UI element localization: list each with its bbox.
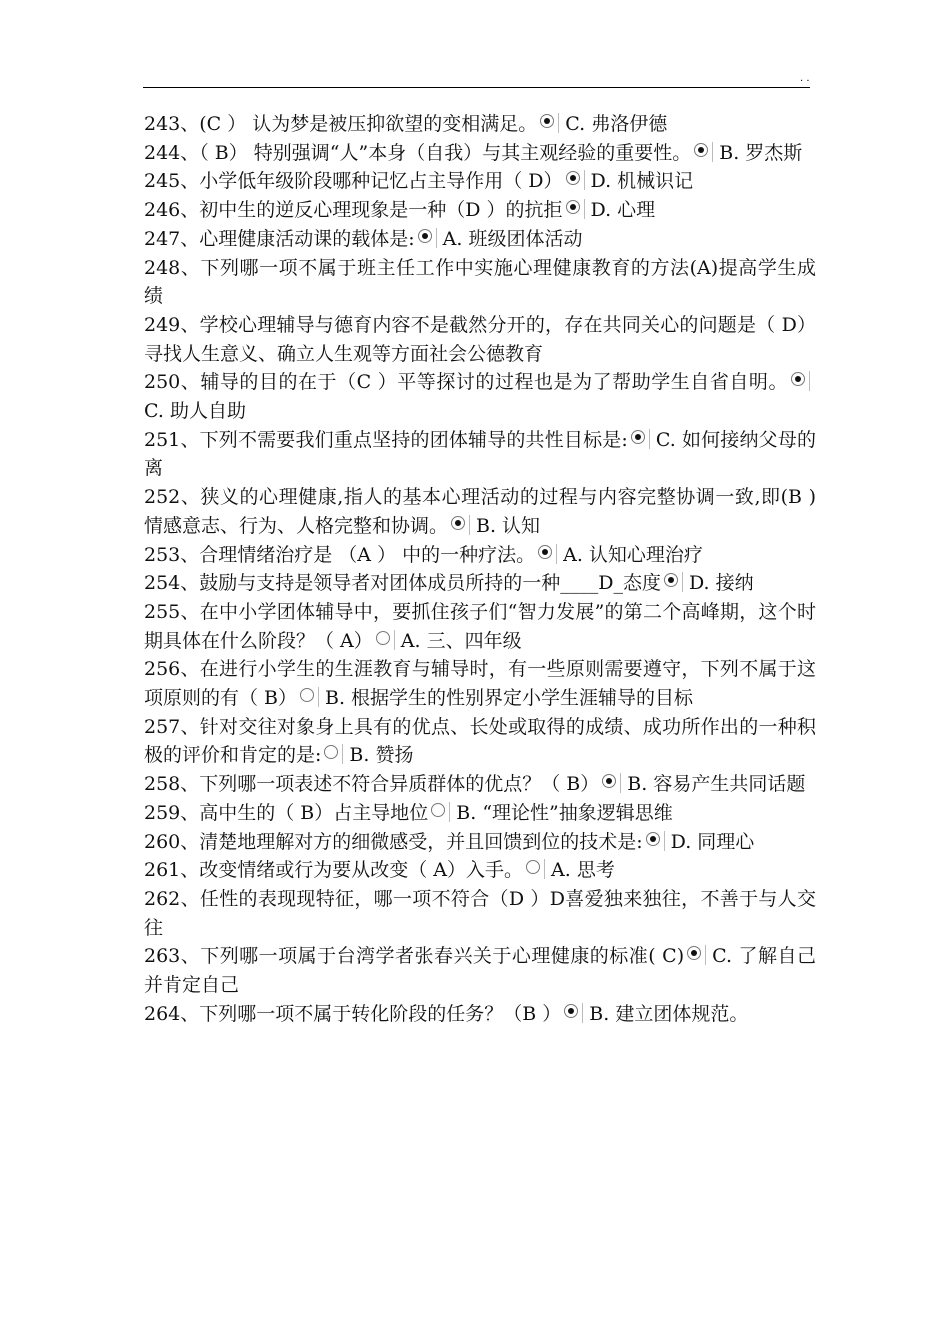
question-stem: 247、心理健康活动课的载体是:	[144, 227, 415, 250]
question-stem: 248、下列哪一项不属于班主任工作中实施心理健康教育的方法(A)提高学生成绩	[144, 256, 816, 308]
radio-selected-icon[interactable]	[602, 774, 616, 788]
field-divider	[556, 544, 557, 564]
header-rule	[143, 87, 810, 88]
question-stem: 261、改变情绪或行为要从改变（ A）入手。	[144, 859, 524, 882]
question-item	[144, 569, 816, 598]
question-stem: 249、学校心理辅导与德育内容不是截然分开的，存在共同关心的问题是（ D）寻找人生意义、确立人生观等方面社会公德教育	[144, 313, 816, 365]
field-divider	[558, 113, 559, 133]
answer-option[interactable]: A. 思考	[551, 859, 615, 882]
radio-selected-icon[interactable]	[564, 1004, 578, 1018]
question-item	[144, 942, 816, 999]
question-stem: 264、下列哪一项不属于转化阶段的任务？（B ）	[144, 1002, 562, 1025]
question-stem: 245、小学低年级阶段哪种记忆占主导作用（ D）	[144, 170, 563, 193]
field-divider	[544, 859, 545, 879]
field-divider	[682, 572, 683, 592]
field-divider	[649, 429, 650, 449]
question-item	[144, 483, 816, 540]
answer-option[interactable]: C. 如何接纳父母的离	[144, 428, 816, 480]
question-stem: 244、（ B） 特别强调“人”本身（自我）与其主观经验的重要性。	[144, 141, 692, 164]
question-stem: 253、合理情绪治疗是 （A ） 中的一种疗法。	[144, 543, 536, 566]
question-item	[144, 770, 816, 799]
question-item	[144, 225, 816, 254]
question-stem: 254、鼓励与支持是领导者对团体成员所持的一种____D_态度	[144, 572, 661, 595]
answer-option[interactable]: D. 接纳	[689, 572, 754, 595]
question-item	[144, 139, 816, 168]
field-divider	[584, 170, 585, 190]
question-item	[144, 368, 816, 425]
field-divider	[394, 630, 395, 650]
field-divider	[705, 945, 706, 965]
question-stem: 259、高中生的（ B）占主导地位	[144, 801, 429, 824]
question-stem: 262、任性的表现现特征，哪一项不符合（D ）D喜爱独来独往，不善于与人交往	[144, 887, 816, 939]
answer-option[interactable]: C. 了解自己并肯定自己	[144, 945, 816, 997]
field-divider	[620, 773, 621, 793]
radio-selected-icon[interactable]	[694, 143, 708, 157]
field-divider	[469, 515, 470, 535]
answer-option[interactable]: A. 班级团体活动	[442, 227, 583, 250]
question-item	[144, 167, 816, 196]
answer-option[interactable]: C. 助人自助	[144, 400, 246, 423]
field-divider	[318, 687, 319, 707]
radio-unselected-icon[interactable]	[526, 860, 540, 874]
field-divider	[584, 199, 585, 219]
answer-option[interactable]: B. 容易产生共同话题	[627, 773, 806, 796]
question-item	[144, 655, 816, 712]
radio-selected-icon[interactable]	[646, 832, 660, 846]
question-stem: 243、(C ） 认为梦是被压抑欲望的变相满足。	[144, 113, 538, 135]
radio-selected-icon[interactable]	[538, 545, 552, 559]
field-divider	[449, 802, 450, 822]
radio-selected-icon[interactable]	[451, 516, 465, 530]
answer-option[interactable]: D. 心理	[590, 199, 656, 222]
question-item	[144, 1000, 816, 1029]
answer-option[interactable]: D. 同理心	[670, 830, 755, 853]
field-divider	[664, 831, 665, 851]
field-divider	[342, 744, 343, 764]
question-item	[144, 598, 816, 655]
question-item	[144, 828, 816, 857]
radio-selected-icon[interactable]	[566, 200, 580, 214]
answer-option[interactable]: B. 罗杰斯	[719, 141, 803, 164]
question-item	[144, 254, 816, 311]
answer-option[interactable]: B. 建立团体规范。	[589, 1002, 749, 1025]
question-item	[144, 713, 816, 770]
radio-selected-icon[interactable]	[631, 430, 645, 444]
answer-option[interactable]: B. “理论性”抽象逻辑思维	[456, 801, 673, 824]
field-divider	[436, 228, 437, 248]
question-stem: 260、清楚地理解对方的细微感受，并且回馈到位的技术是:	[144, 830, 643, 853]
question-stem: 252、狭义的心理健康,指人的基本心理活动的过程与内容完整协调一致,即(B )情感意志、行为、人格完整和协调。	[144, 486, 816, 537]
radio-selected-icon[interactable]	[540, 114, 554, 128]
radio-unselected-icon[interactable]	[431, 803, 445, 817]
question-item	[144, 196, 816, 225]
radio-selected-icon[interactable]	[566, 171, 580, 185]
question-stem: 257、针对交往对象身上具有的优点、长处或取得的成绩、成功所作出的一种积极的评价和肯定的是:	[144, 715, 816, 767]
field-divider	[712, 142, 713, 162]
question-item	[144, 311, 816, 368]
answer-option[interactable]: C. 弗洛伊德	[565, 113, 668, 135]
question-item	[144, 856, 816, 885]
header-mark: . .	[800, 73, 810, 84]
question-item	[144, 885, 816, 942]
question-stem: 256、在进行小学生的生涯教育与辅导时，有一些原则需要遵守，下列不属于这项原则的有（ B）	[144, 658, 816, 710]
answer-option[interactable]: D. 机械识记	[590, 170, 694, 193]
field-divider	[809, 371, 810, 391]
answer-option[interactable]: B. 认知	[476, 514, 541, 537]
question-stem: 258、下列哪一项表述不符合异质群体的优点？（ B）	[144, 773, 600, 796]
question-stem: 250、辅导的目的在于（C ）平等探讨的过程也是为了帮助学生自省自明。	[144, 371, 788, 394]
radio-unselected-icon[interactable]	[376, 631, 390, 645]
field-divider	[582, 1003, 583, 1023]
question-item	[144, 799, 816, 828]
answer-option[interactable]: A. 三、四年级	[400, 629, 522, 652]
radio-selected-icon[interactable]	[791, 372, 805, 386]
answer-option[interactable]: B. 根据学生的性别界定小学生涯辅导的目标	[325, 687, 694, 710]
radio-unselected-icon[interactable]	[324, 745, 338, 759]
answer-option[interactable]: A. 认知心理治疗	[563, 543, 703, 566]
radio-selected-icon[interactable]	[418, 229, 432, 243]
question-item	[144, 541, 816, 570]
question-item	[144, 426, 816, 483]
question-stem: 251、下列不需要我们重点坚持的团体辅导的共性目标是:	[144, 428, 628, 451]
question-stem: 246、初中生的逆反心理现象是一种（D ）的抗拒	[144, 199, 563, 222]
radio-selected-icon[interactable]	[664, 573, 678, 587]
question-stem: 255、在中小学团体辅导中，要抓住孩子们“智力发展”的第二个高峰期，这个时期具体在什么阶段？（ A）	[144, 600, 816, 652]
question-item	[144, 110, 816, 139]
question-list	[144, 110, 816, 1029]
radio-unselected-icon[interactable]	[300, 688, 314, 702]
answer-option[interactable]: B. 赞扬	[349, 744, 414, 767]
radio-selected-icon[interactable]	[687, 946, 701, 960]
question-stem: 263、下列哪一项属于台湾学者张春兴关于心理健康的标准( C)	[144, 945, 685, 968]
